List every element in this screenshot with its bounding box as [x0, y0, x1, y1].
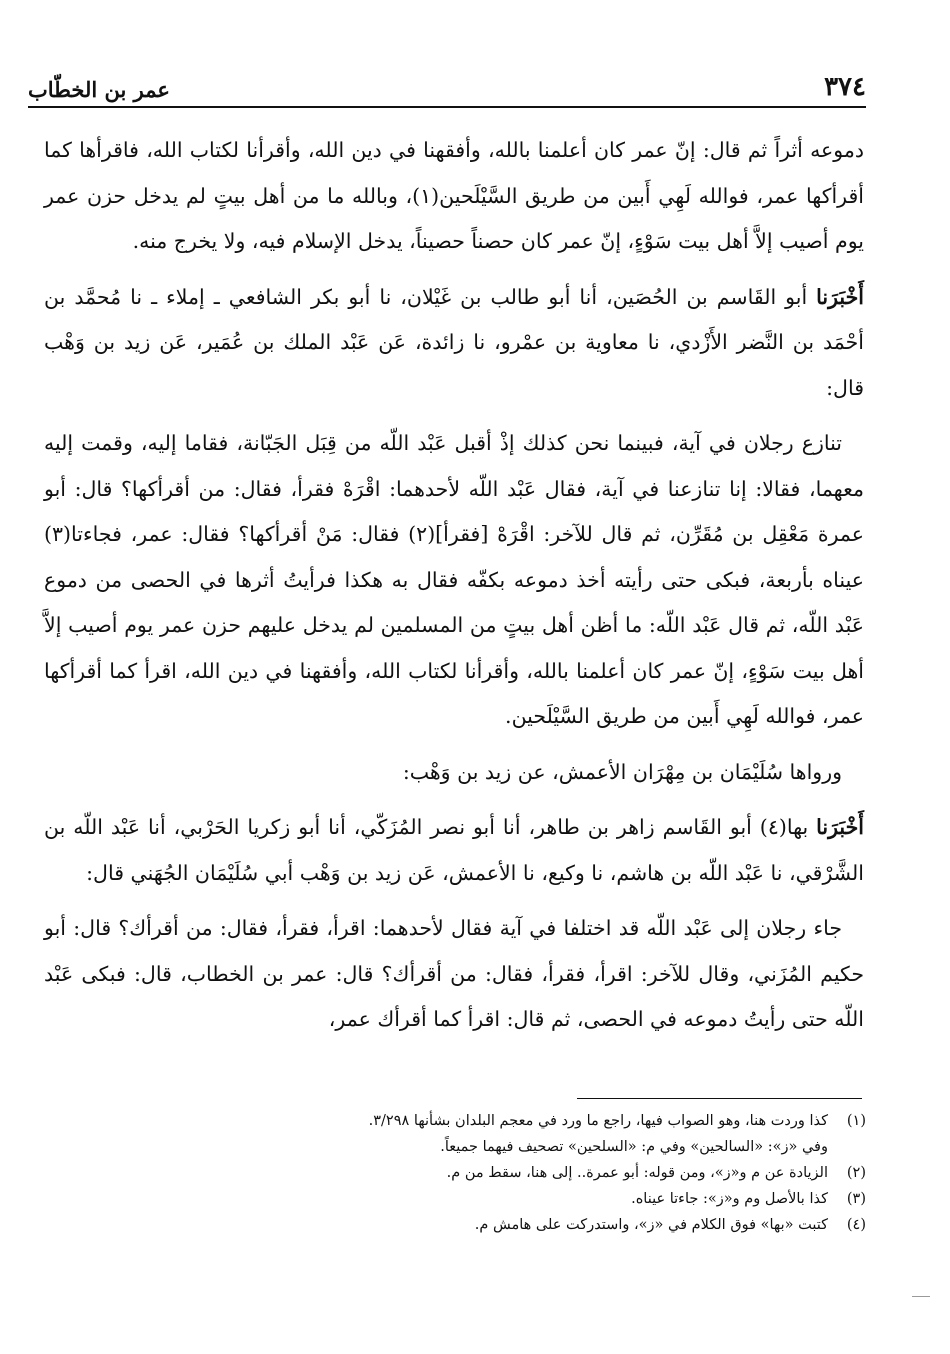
paragraph-text: أبو القَاسم بن الحُصَين، أنا أبو طالب بن غَيْلان، نا أبو بكر الشافعي ـ إملاء ـ نا مُحمَّد بن أحْمَد بن النَّضر الأَزْدي، نا معاوية بن عمْرو، نا زائدة، عَن عَبْد الملك بن عُمَير، عَن زيد بن وَهْب قال: — [44, 284, 864, 400]
paragraph-text: بها(٤) أبو القَاسم زاهر بن طاهر، أنا أبو نصر المُزَكّي، أنا أبو زكريا الحَرْبي، أنا عَبْد اللّه بن الشَّرْقي، نا عَبْد اللّه بن هاشم، نا وكيع، نا الأعمش، عَن زيد بن وَهْب أبي سُلَيْمَان الجُهَني قال: — [44, 815, 864, 885]
paragraph-1 — [44, 128, 864, 265]
page-header — [28, 62, 866, 102]
paragraph-text: دموعه أثراً ثم قال: إنّ عمر كان أعلمنا بالله، وأفقهنا في دين الله، وأقرأنا لكتاب الله، فاقرأها كما أقرأكها عمر، فوالله لَهِي أَبين من طريق السَّيْلَحين(١)، وبالله ما من أهل بيتٍ لم يدخل حزن عمر يوم أصيب إلاَّ أهل بيت سَوْءٍ، إنّ عمر كان حصناً حصيناً، يدخل الإسلام فيه، ولا يخرج منه. — [44, 138, 864, 253]
footnote-number: (٢) — [846, 1165, 866, 1181]
footnote-number: (٤) — [846, 1217, 866, 1233]
footnote-text: الزيادة عن م و«ز»، ومن قوله: أبو عمرة.. إلى هنا، سقط من م. — [446, 1165, 828, 1181]
paragraph-lead: أَخْبَرَنا — [816, 284, 864, 309]
paragraph-lead: أَخْبَرَنا — [816, 815, 864, 839]
paragraph-6 — [44, 906, 864, 1043]
footnote-text: كتبت «بها» فوق الكلام في «ز»، واستدركت على هامش م. — [474, 1217, 828, 1233]
paragraph-text: جاء رجلان إلى عَبْد اللّه قد اختلفا في آية فقال لأحدهما: اقرأ، فقرأ، فقال: من أقرأك؟ قال: أبو حكيم المُزَني، وقال للآخر: اقرأ، فقرأ، فقال: من أقرأك؟ قال: عمر بن الخطاب، قال: فبكى عَبْد اللّه حتى رأيتُ دموعه في الحصى، ثم قال: اقرأ كما أقرأك عمر، — [44, 916, 864, 1031]
footnote-number: (٣) — [846, 1191, 866, 1207]
footnote-1 — [60, 1108, 866, 1134]
scan-edge-mark — [912, 1296, 930, 1297]
page-number: ٣٧٤ — [824, 72, 866, 102]
paragraph-text: ورواها سُلَيْمَان بن مِهْرَان الأعمش، عن زيد بن وَهْب: — [402, 759, 842, 784]
footnote-rule — [577, 1098, 862, 1099]
paragraph-5 — [44, 805, 864, 896]
running-title: عمر بن الخطّاب — [28, 77, 170, 102]
header-rule — [28, 106, 866, 108]
footnote-4 — [60, 1212, 866, 1238]
paragraph-text: تنازع رجلان في آية، فبينما نحن كذلك إذْ أقبل عَبْد اللّه من قِبَل الجَبّانة، فقاما إليه، وقمت إليه معهما، فقالا: إنا تنازعنا في آية، فقال عَبْد اللّه لأحدهما: اقْرَهْ فقرأ، فقال: من أقرأكها؟ قال: أبو عمرة مَعْقِل بن مُقَرِّن، ثم قال للآخر: اقْرَهْ [فقرأ](٢) فقال: مَنْ أقرأكها؟ فقال: عمر، فجاءتا(٣) عيناه بأربعة، فبكى حتى رأيته أخذ دموعه بكفّه فقال به هكذا فرأيتُ أثرها في الحصى من دموع عَبْد اللّه، ثم قال عَبْد اللّه: ما أظن أهل بيتٍ من المسلمين لم يدخل عليهم حزن عمر يوم أصيب إلاَّ أهل بيت سَوْءٍ، إنّ عمر كان أعلمنا بالله، وأقرأنا لكتاب الله، وأفقهنا في دين الله، اقرأ كما أقرأكها عمر، فوالله لَهِي أَبين من طريق السَّيْلَحين. — [44, 431, 864, 728]
footnote-2 — [60, 1160, 866, 1186]
paragraph-2 — [44, 275, 864, 412]
main-text — [44, 128, 864, 1043]
paragraph-3 — [44, 421, 864, 740]
footnote-3 — [60, 1186, 866, 1212]
footnote-1-continuation: وفي «ز»: «السالحين» وفي م: «السلحين» تصحيف فيهما جميعاً. — [440, 1139, 828, 1155]
footnote-number: (١) — [846, 1113, 866, 1129]
footnotes — [60, 1108, 866, 1238]
paragraph-4 — [44, 750, 864, 796]
footnote-text: كذا وردت هنا، وهو الصواب فيها، راجع ما ورد في معجم البلدان بشأنها ٣/٢٩٨. — [368, 1113, 828, 1129]
footnote-text: كذا بالأصل وم و«ز»: جاءتا عيناه. — [631, 1191, 828, 1207]
